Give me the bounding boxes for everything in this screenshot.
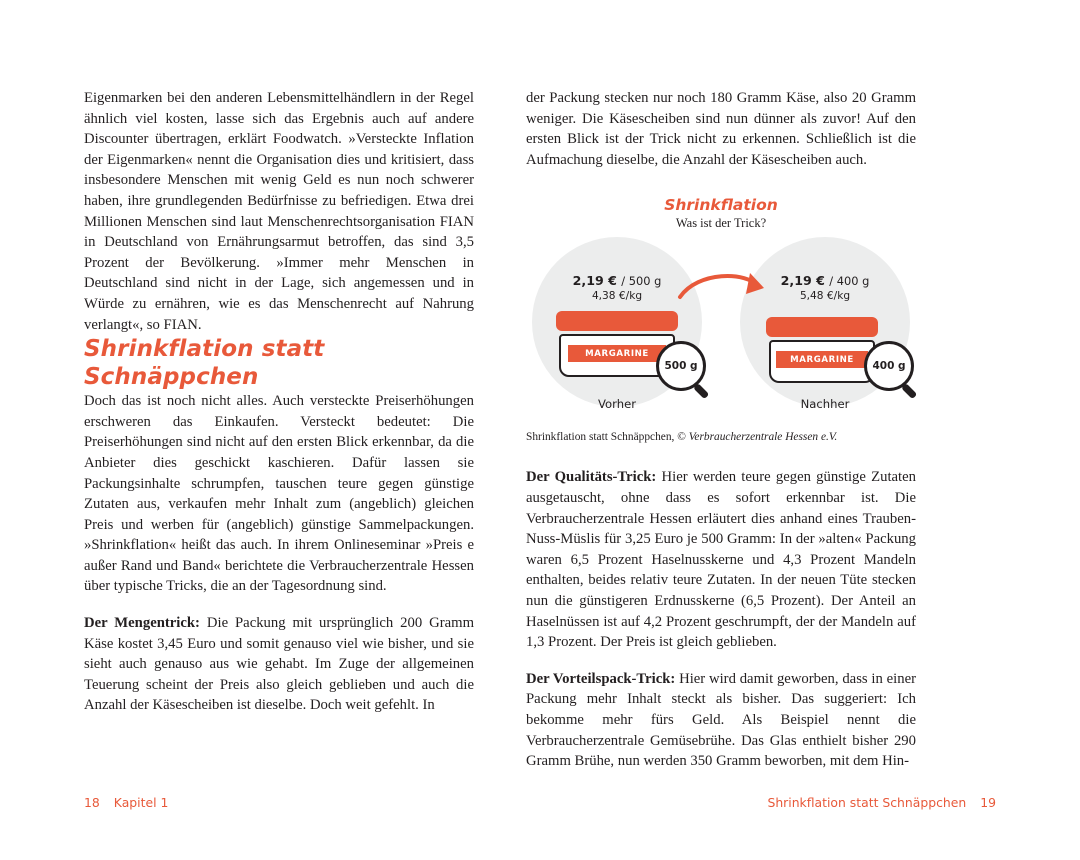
before-unit-price: 4,38 €/kg — [591, 290, 643, 303]
paragraph-left-1: Eigenmarken bei den anderen Lebensmittelhändlern in der Regel ähnlich viel kosten, lasse sich das Ergebnis auch auf andere Discounter übertragen, erklärt Foodwatch. »Versteckte Inflation der Eigenmarken« nennt die Organisation dies und kritisiert, dass insbesondere Menschen mit wenig Geld es nun noch schwerer haben, ihre grundlegenden Bedürfnisse zu befriedigen. Etwa drei Millionen Menschen sind laut Menschenrechtsorganisation FIAN in Deutschland von Ernährungsarmut betroffen, das sind 3,5 Prozent der Bevölkerung. »Immer mehr Menschen in Deutschland sind nicht in der Lage, sich angemessen und in Würde zu ernähren, wie es das Menschenrecht auf Nahrung verlangt«, so FIAN. — [84, 90, 474, 333]
figure-title: Shrinkflation — [664, 196, 778, 215]
figure-source-caption — [526, 430, 916, 445]
tub-label-band-after — [776, 351, 868, 368]
paragraph-left-3-text: Die Packung mit ursprünglich 200 Gramm Käse kostet 3,45 Euro und somit genauso viel wie bisher, und sie sieht auch genauso aus wie gehabt. Im Zuge der allgemeinen Teuerung scheint der Preis also gleich geblieben und auch die Anzahl der Käsescheiben ist dieselbe. Doch weit gefehlt. In — [84, 615, 474, 714]
paragraph-left-2: Doch das ist noch nicht alles. Auch versteckte Preiserhöhungen erschweren das Einkaufen. Versteckt bedeutet: Die Preiserhöhungen sind nicht auf den ersten Blick erkennbar, da die Anbieter dies geschickt kaschieren. Dafür lassen sie Packungsinhalte schrumpfen, tauschen teure gegen günstige Zutaten aus, verkaufen mehr Inhalt zum (angeblich) gleichen Preis und werben für (angeblich) günstige Sammelpackungen. »Shrinkflation« heißt das auch. In ihrem Onlineseminar »Preis e außer Rand und Band« berichtete die Verbraucherzentrale Hessen über typische Tricks, die an der Tagesordnung sind. — [84, 393, 474, 595]
footer-section-label: Shrinkflation statt Schnäppchen — [767, 794, 967, 810]
figure-subtitle: Was ist der Trick? — [675, 216, 767, 231]
caption-after: Nachher — [800, 397, 850, 412]
paragraph-left-3 — [84, 613, 474, 716]
left-column — [84, 88, 474, 772]
lead-in-mengentrick: Der Mengentrick: — [84, 615, 200, 632]
page-number-right: 19 — [980, 794, 996, 810]
section-heading-shrinkflation: Shrinkflation statt Schnäppchen — [84, 336, 325, 391]
paragraph-right-3 — [526, 669, 916, 772]
tub-lid-before — [556, 311, 678, 331]
margarine-tub-after — [766, 317, 878, 377]
tub-label-band-before — [568, 345, 666, 362]
magnifier-icon-after — [864, 341, 920, 397]
magnifier-label-after: 400 g — [872, 360, 906, 373]
right-column — [526, 88, 916, 772]
paragraph-right-2-text: Hier werden teure gegen günstige Zutaten ausgetauscht, ohne dass es sofort erkennbar ist. Die Verbraucherzentrale Hessen erläutert dies anhand eines Trauben-Nuss-Müslis für 3,25 Euro je 500 Gramm: In der »alten« Packung waren 6,5 Prozent Haselnusskerne und 4,3 Prozent Mandeln enthalten, beides relativ teure Zutaten. In der neuen Tüte stecken nun die günstigeren Erdnusskerne (6,5 Prozent). Der Anteil an Haselnüssen ist auf 4,2 Prozent geschrumpft, der der Mandeln auf 1,3 Prozent. Der Preis ist gleich geblieben. — [526, 469, 916, 651]
figure-shrinkflation — [526, 196, 916, 445]
after-price: 2,19 € / 400 g — [780, 273, 870, 289]
footer-left — [84, 795, 168, 810]
lead-in-qualitaetstrick: Der Qualitäts-Trick: — [526, 469, 657, 486]
figure-caption-text: Shrinkflation statt Schnäppchen, © — [526, 431, 689, 444]
page-footer — [84, 793, 996, 811]
caption-before: Vorher — [598, 397, 636, 412]
two-column-layout — [84, 88, 996, 772]
paragraph-right-3-text: Hier wird damit geworben, dass in einer Packung mehr Inhalt steckt als bisher. Das suggeriert: Ich bekomme mehr fürs Geld. Als Beispiel nennt die Verbraucherzentrale Gemüsebrühe. Das Glas enthielt bisher 290 Gramm Brühe, nun werden 350 Gramm beworben, mit dem Hin- — [526, 670, 916, 770]
footer-chapter-label: Kapitel 1 — [113, 794, 169, 810]
arrow-icon — [676, 267, 768, 307]
paragraph-right-1: der Packung stecken nur noch 180 Gramm Käse, also 20 Gramm weniger. Die Käsescheiben sind nun dünner als zuvor! Auf den ersten Blick ist der Trick nicht zu erkennen. Schließlich ist die Aufmachung dieselbe, die Anzahl der Käsescheiben auch. — [526, 90, 916, 168]
product-label-after: MARGARINE — [790, 354, 854, 365]
magnifier-label-before: 500 g — [664, 360, 698, 373]
lead-in-vorteilspacktrick: Der Vorteilspack-Trick: — [526, 670, 676, 687]
page-number-left: 18 — [84, 794, 100, 810]
figure-comparison — [526, 237, 916, 423]
figure-graphic — [526, 196, 916, 426]
footer-right — [767, 795, 996, 810]
paragraph-right-2 — [526, 467, 916, 652]
figure-caption-source: Verbraucherzentrale Hessen e.V. — [688, 431, 838, 444]
magnifier-icon-before — [656, 341, 712, 397]
before-price: 2,19 € / 500 g — [572, 273, 662, 289]
after-unit-price: 5,48 €/kg — [799, 290, 851, 303]
product-label-before: MARGARINE — [585, 348, 649, 359]
tub-lid-after — [766, 317, 878, 337]
